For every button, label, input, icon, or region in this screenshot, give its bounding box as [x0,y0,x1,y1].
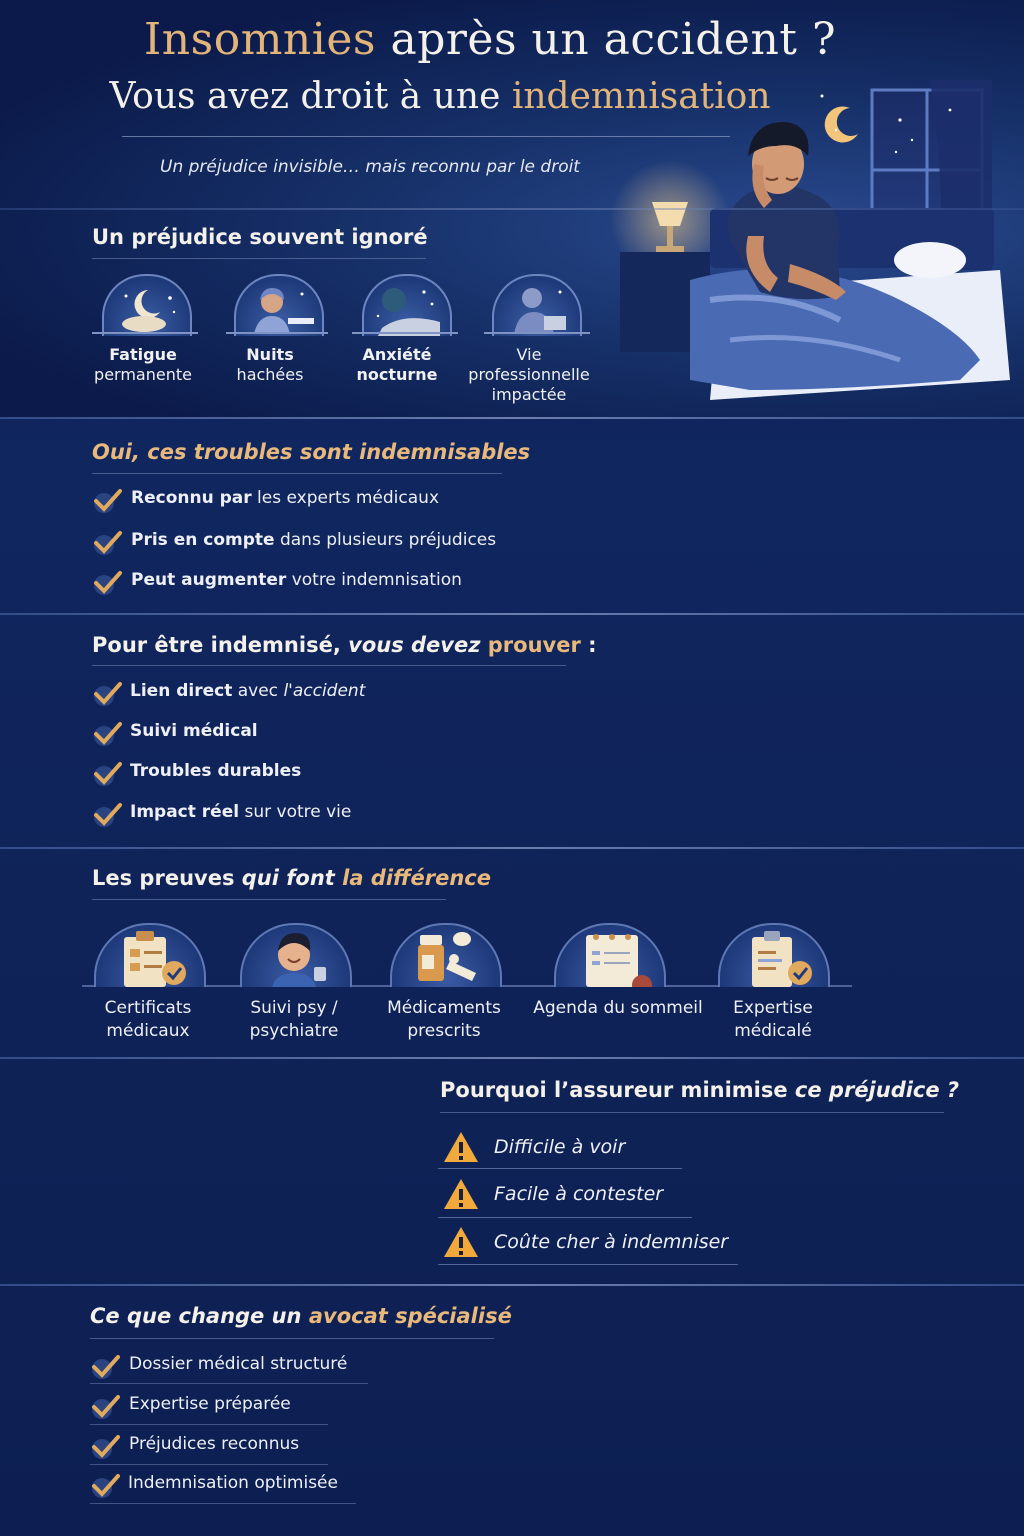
main-title-line1: Insomnies après un accident ? [143,14,837,65]
title-underline [122,136,730,137]
proof-label: Agenda du sommeil [533,998,703,1018]
warning-icon [442,1225,480,1259]
check-icon [92,801,124,827]
proof-label: Médicaments prescrits [387,998,501,1041]
tired-worker-icon [492,274,582,336]
section-divider [0,417,1024,419]
section-prove-title: Pour être indemnisé, vous devez prouver : [92,633,597,657]
section-divider [0,1284,1024,1286]
symptom-label: Nuits hachées [236,345,304,384]
sleep-diary-icon [554,923,666,987]
section-title-rule [92,665,566,666]
moon-sleep-icon [102,274,192,336]
list-item: Lien direct avec l'accident [130,681,366,701]
list-item: Troubles durables [130,761,302,781]
check-icon [92,487,124,513]
medication-icon [390,923,502,987]
list-item: Pris en compte dans plusieurs préjudices [131,530,497,550]
warning-item: Coûte cher à indemniser [494,1231,729,1253]
main-title-line2: Vous avez droit à une indemnisation [109,76,771,117]
check-icon [92,680,124,706]
warning-icon [442,1177,480,1211]
proof-label: Suivi psy / psychiatre [249,998,339,1041]
item-rule [90,1424,328,1425]
item-rule [438,1264,738,1265]
section-insurer-title: Pourquoi l’assureur minimise ce préjudice ? [440,1078,960,1102]
item-rule [438,1217,692,1218]
list-item: Indemnisation optimisée [128,1473,338,1493]
section-compensable-title: Oui, ces troubles sont indemnisables [92,440,531,464]
check-icon [90,1353,122,1379]
item-rule [90,1503,356,1504]
check-icon [92,760,124,786]
check-icon [92,720,124,746]
check-icon [90,1472,122,1498]
symptom-label: Vie professionnelle impactée [468,345,590,404]
symptom-base-line [226,332,328,334]
expertise-clipboard-icon [718,923,830,987]
hero-section [0,0,1024,418]
section-lawyer-title: Ce que change un avocat spécialisé [90,1304,512,1328]
psychiatrist-icon [240,923,352,987]
subtitle: Un préjudice invisible… mais reconnu par le droit [160,157,580,177]
section-divider [0,613,1024,615]
section-divider [0,847,1024,849]
symptom-label: Fatigue permanente [94,345,192,384]
section-title-rule [92,473,502,474]
symptom-base-line [352,332,458,334]
list-item: Expertise préparée [129,1394,291,1414]
section-proofs-title: Les preuves qui font la différence [92,866,492,890]
proof-label: Expertise médicalé [733,998,813,1041]
section-title-rule [440,1112,944,1113]
night-pillow-icon [362,274,452,336]
check-icon [92,529,124,555]
check-icon [90,1393,122,1419]
proof-label: Certificats médicaux [104,998,192,1041]
list-item: Suivi médical [130,721,258,741]
awake-person-icon [234,274,324,336]
symptom-base-line [484,332,590,334]
section-ignored-title: Un préjudice souvent ignoré [92,225,428,249]
section-title-rule [92,899,446,900]
section-divider [0,1057,1024,1059]
list-item: Peut augmenter votre indemnisation [131,570,462,590]
warning-icon [442,1130,480,1164]
section-title-rule [92,258,426,259]
list-item: Reconnu par les experts médicaux [131,488,440,508]
warning-item: Facile à contester [494,1183,664,1205]
check-icon [90,1433,122,1459]
section-title-rule [90,1338,494,1339]
warning-item: Difficile à voir [494,1136,626,1158]
symptom-label: Anxiété nocturne [356,345,438,384]
item-rule [438,1168,682,1169]
list-item: Préjudices reconnus [129,1434,300,1454]
list-item: Dossier médical structuré [129,1354,348,1374]
check-icon [92,569,124,595]
list-item: Impact réel sur votre vie [130,802,352,822]
item-rule [90,1383,368,1384]
item-rule [90,1464,328,1465]
certificate-clipboard-icon [94,923,206,987]
section-divider [0,208,1024,210]
symptom-base-line [92,332,198,334]
